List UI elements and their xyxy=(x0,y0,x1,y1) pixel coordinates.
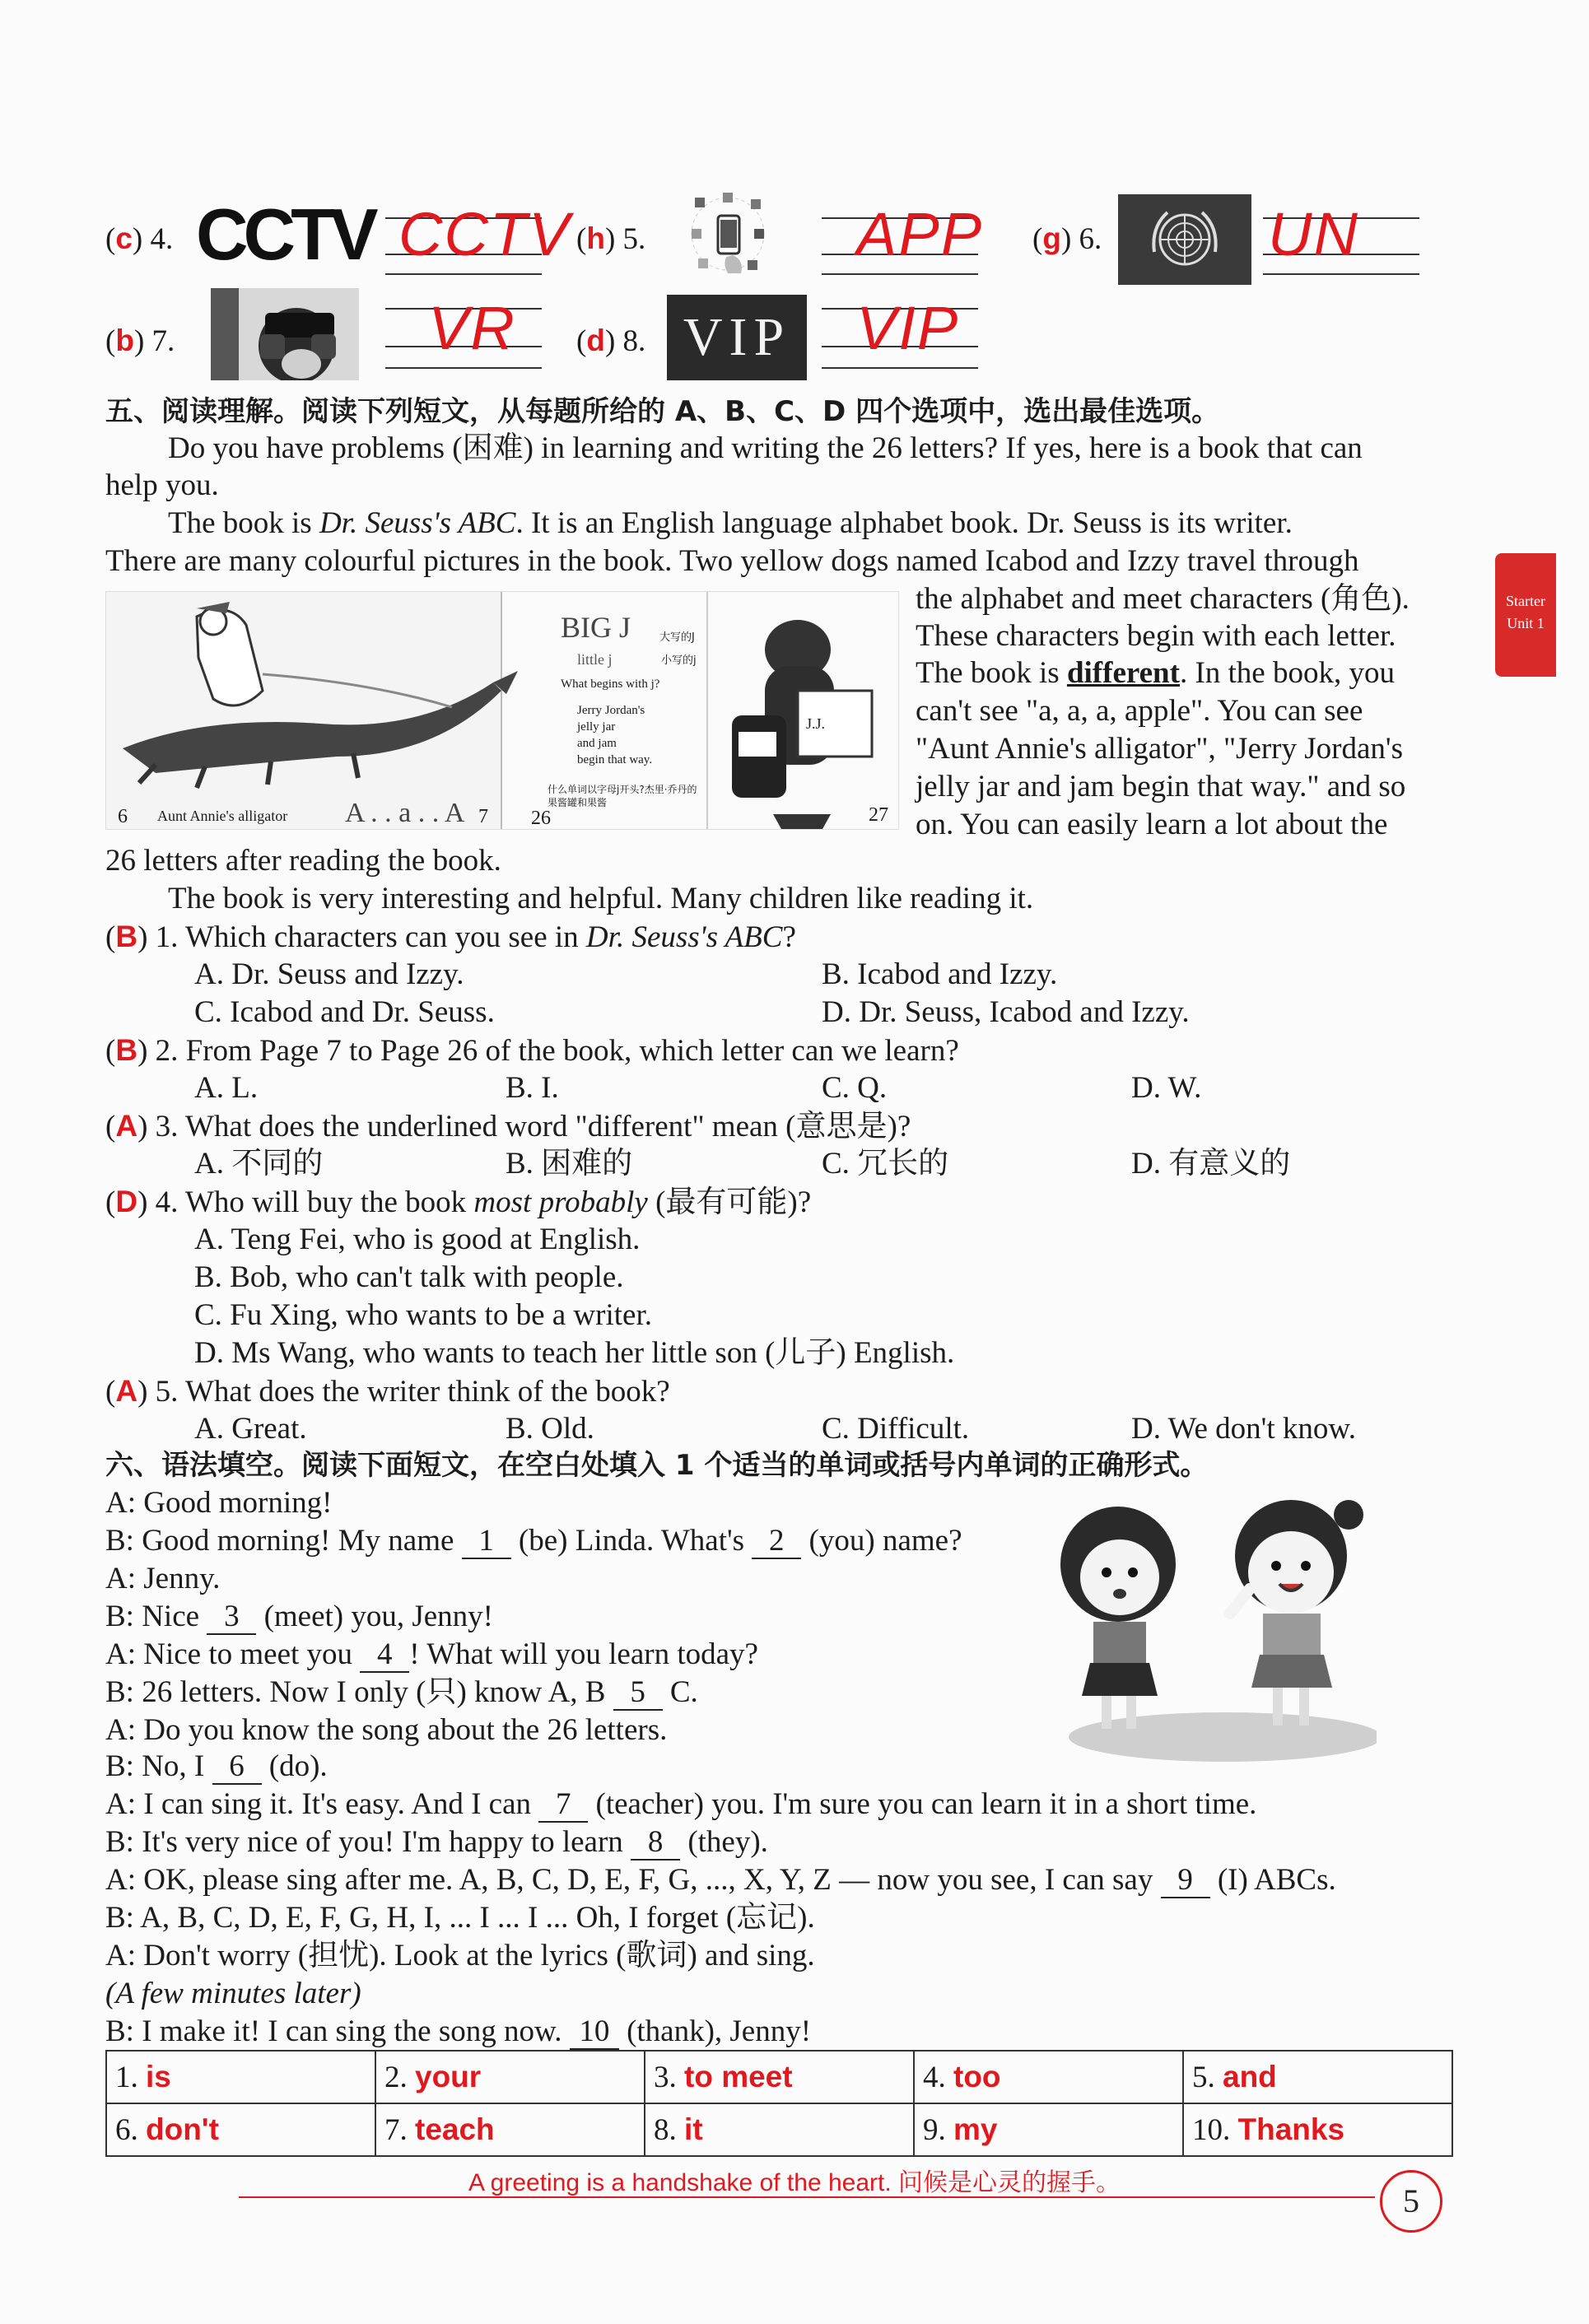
page-number-26: 26 xyxy=(531,808,551,829)
blank-slot: 3 xyxy=(207,1600,256,1635)
dialog-text: (thank), Jenny! xyxy=(618,2014,812,2048)
blank-slot: 8 xyxy=(631,1826,680,1861)
answer-cell-value: is xyxy=(146,2059,171,2093)
dialog-text: B: A, B, C, D, E, F, G, H, I, ... I ... I ... Oh, I forget (忘记). xyxy=(105,1901,815,1935)
dialog-text: A: OK, please sing after me. A, B, C, D, E, F, G, ..., X, Y, Z — now you see, I can say xyxy=(105,1863,1161,1897)
answer-cell xyxy=(1183,2103,1452,2156)
dialog-text: B: No, I xyxy=(105,1749,212,1783)
answer-cell xyxy=(645,2103,914,2156)
answer-cell-number: 4. xyxy=(923,2060,946,2094)
option-c: C. Icabod and Dr. Seuss. xyxy=(194,995,495,1029)
dialog-text: (you) name? xyxy=(801,1524,962,1558)
answer-cell-value: and xyxy=(1223,2059,1277,2093)
underlined-word-different: different xyxy=(1066,656,1180,690)
answer-line xyxy=(1263,273,1419,275)
section6-heading: 六、语法填空。阅读下面短文，在空白处填入 1 个适当的单词或括号内单词的正确形式。 xyxy=(105,1449,1209,1482)
dialog-line xyxy=(105,1824,768,1861)
option-c: C. 冗长的 xyxy=(822,1147,949,1181)
dialog-line xyxy=(105,1674,698,1711)
option-b: B. 困难的 xyxy=(506,1147,633,1181)
dialog-text: B: 26 letters. Now I only (只) know A, B xyxy=(105,1675,613,1709)
section5-heading: 五、阅读理解。阅读下列短文，从每题所给的 A、B、C、D 四个选项中，选出最佳选项。 xyxy=(105,395,1220,428)
passage-line: on. You can easily learn a lot about the xyxy=(916,808,1388,841)
answer-cell-number: 10. xyxy=(1192,2112,1231,2147)
dialog-text: (they). xyxy=(680,1825,768,1859)
book-big-j: BIG J xyxy=(561,611,631,644)
dialog-line xyxy=(105,1523,962,1559)
dialog-text: (I) ABCs. xyxy=(1209,1863,1336,1897)
book-caption-alligator: Aunt Annie's alligator xyxy=(157,808,288,824)
option-d: D. W. xyxy=(1131,1071,1202,1105)
two-girls-illustration xyxy=(1044,1490,1377,1762)
answer-line xyxy=(822,273,978,275)
book-little-j: little j xyxy=(577,651,613,668)
option-b: B. I. xyxy=(506,1071,559,1105)
passage-line: "Aunt Annie's alligator", "Jerry Jordan's xyxy=(916,732,1403,766)
item-5-label: (h) 5. xyxy=(576,221,646,256)
dialog-text: A: I can sing it. It's easy. And I can xyxy=(105,1787,539,1821)
dialog-line xyxy=(105,1900,815,1936)
page-number-7: 7 xyxy=(478,806,488,827)
dialog-text: A: Jenny. xyxy=(105,1562,221,1595)
answer-line xyxy=(822,367,978,369)
answer-cell xyxy=(375,2051,645,2103)
answer-cell xyxy=(106,2051,375,2103)
dialog-text: (be) Linda. What's xyxy=(510,1524,753,1558)
dialog-line xyxy=(105,1599,493,1635)
answer-cell-number: 2. xyxy=(384,2060,408,2094)
page-number-27: 27 xyxy=(869,804,888,826)
passage-line: The book is very interesting and helpful. Many children like reading it. xyxy=(168,882,1034,915)
blank-slot: 7 xyxy=(538,1788,588,1823)
answer-cell-number: 9. xyxy=(923,2112,946,2147)
answer-table xyxy=(105,2050,1453,2157)
dialog-text: (teacher) you. I'm sure you can learn it in a short time. xyxy=(588,1787,1257,1821)
option-d: D. Ms Wang, who wants to teach her little son (儿子) English. xyxy=(194,1336,955,1370)
book-letters-a: A . . a . . A xyxy=(345,798,465,828)
blank-slot: 10 xyxy=(570,2015,619,2050)
dialog-text: A: Good morning! xyxy=(105,1486,333,1520)
answer-cell xyxy=(1183,2051,1452,2103)
option-a: A. Dr. Seuss and Izzy. xyxy=(194,957,464,991)
answer-cell-value: don't xyxy=(146,2112,219,2146)
answer-vip: VIP xyxy=(856,294,960,362)
app-phone-icon xyxy=(690,191,766,277)
option-b: B. Old. xyxy=(506,1412,594,1446)
passage-line: the alphabet and meet characters (角色). xyxy=(916,582,1410,616)
blank-slot: 9 xyxy=(1161,1864,1210,1898)
page-number: 5 xyxy=(1380,2170,1442,2233)
passage-line: jelly jar and jam begin that way." and so xyxy=(916,770,1406,803)
option-d: D. We don't know. xyxy=(1131,1412,1356,1446)
answer-cell-value: teach xyxy=(415,2112,495,2146)
dialog-text: B: I make it! I can sing the song now. xyxy=(105,2014,570,2048)
book-big-j-cn: 大写的J xyxy=(659,631,695,644)
answer-table-row xyxy=(106,2051,1452,2103)
dialog-text: (A few minutes later) xyxy=(105,1977,361,2010)
option-c: C. Q. xyxy=(822,1071,888,1105)
blank-slot: 1 xyxy=(462,1525,511,1559)
answer-cell-value: Thanks xyxy=(1237,2112,1345,2146)
dialog-line xyxy=(105,1637,758,1673)
dialog-line xyxy=(105,2014,811,2050)
item-4-label: (c) 4. xyxy=(105,221,174,256)
answer-cell xyxy=(375,2103,645,2156)
option-a: A. Teng Fei, who is good at English. xyxy=(194,1223,641,1256)
passage-line: Do you have problems (困难) in learning and writing the 26 letters? If yes, here is a book that can xyxy=(168,431,1363,465)
item-6-label: (g) 6. xyxy=(1032,221,1102,256)
dialog-line xyxy=(105,1786,1256,1823)
option-b: B. Bob, who can't talk with people. xyxy=(194,1260,624,1294)
answer-line xyxy=(385,273,542,275)
answer-cell-number: 8. xyxy=(654,2112,677,2147)
option-d: D. Dr. Seuss, Icabod and Izzy. xyxy=(822,995,1190,1029)
blank-slot: 5 xyxy=(613,1676,663,1711)
page-number-6: 6 xyxy=(118,806,128,827)
book-jerry-text: Jerry Jordan's jelly jar and jam begin that way. xyxy=(577,704,653,766)
answer-table-row xyxy=(106,2103,1452,2156)
answer-cell-number: 1. xyxy=(115,2060,138,2094)
dialog-text: A: Don't worry (担忧). Look at the lyrics (歌词) and sing. xyxy=(105,1939,815,1972)
footer-rule xyxy=(239,2196,1375,2198)
book-jar-label: J.J. xyxy=(806,715,826,732)
item-8-label: (d) 8. xyxy=(576,324,646,358)
answer-vr: VR xyxy=(428,294,516,362)
book-little-j-cn: 小写的j xyxy=(661,654,697,667)
passage-line: 26 letters after reading the book. xyxy=(105,844,501,878)
dialog-line xyxy=(105,1938,815,1974)
dialog-line xyxy=(105,1862,1336,1898)
option-c: C. Difficult. xyxy=(822,1412,970,1446)
answer-cell-value: to meet xyxy=(684,2059,793,2093)
blank-slot: 2 xyxy=(752,1525,801,1559)
vr-headset-photo xyxy=(211,288,359,380)
passage-line: The book is different. In the book, you xyxy=(916,656,1395,690)
answer-un: UN xyxy=(1268,200,1359,268)
dialog-text: (do). xyxy=(261,1749,328,1783)
book-cn-caption: 什么单词以字母j开头?杰里·乔丹的果酱罐和果酱 xyxy=(548,784,697,808)
un-emblem-icon xyxy=(1118,194,1251,285)
answer-cell-value: my xyxy=(953,2112,998,2146)
answer-cell-number: 7. xyxy=(384,2112,408,2147)
answer-app: APP xyxy=(856,200,984,268)
answer-cell-number: 6. xyxy=(115,2112,138,2147)
item-7-label: (b) 7. xyxy=(105,324,175,358)
dialog-line xyxy=(105,1976,361,2012)
side-tab-starter-unit1: Starter Unit 1 xyxy=(1495,553,1556,677)
option-a: A. L. xyxy=(194,1071,259,1105)
answer-cell-number: 3. xyxy=(654,2060,677,2094)
passage-line: help you. xyxy=(105,468,219,502)
option-d: D. 有意义的 xyxy=(1131,1147,1291,1181)
dialog-text: B: It's very nice of you! I'm happy to learn xyxy=(105,1825,631,1859)
dialog-line xyxy=(105,1712,667,1749)
dialog-line xyxy=(105,1485,332,1521)
cctv-logo: CCTV xyxy=(196,193,374,275)
answer-cctv: CCTV xyxy=(398,200,571,268)
blank-slot: 4 xyxy=(360,1638,409,1673)
answer-cell-value: it xyxy=(684,2112,703,2146)
answer-line xyxy=(385,367,542,369)
dialog-text: B: Good morning! My name xyxy=(105,1524,462,1558)
book-what-begins: What begins with j? xyxy=(561,678,660,691)
answer-cell xyxy=(106,2103,375,2156)
dialog-text: A: Do you know the song about the 26 letters. xyxy=(105,1713,668,1747)
option-b: B. Icabod and Izzy. xyxy=(822,957,1058,991)
option-a: A. 不同的 xyxy=(194,1147,324,1181)
answer-cell-value: too xyxy=(953,2059,1001,2093)
answer-cell xyxy=(914,2103,1183,2156)
passage-line: There are many colourful pictures in the book. Two yellow dogs named Icabod and Izzy travel through xyxy=(105,544,1359,578)
answer-cell-value: your xyxy=(415,2059,482,2093)
vip-logo: VIP xyxy=(667,295,807,380)
dialog-text: C. xyxy=(662,1675,698,1709)
blank-slot: 6 xyxy=(212,1750,262,1785)
option-c: C. Fu Xing, who wants to be a writer. xyxy=(194,1298,652,1332)
answer-cell xyxy=(645,2051,914,2103)
dialog-line xyxy=(105,1561,220,1597)
dialog-text: B: Nice xyxy=(105,1600,207,1633)
answer-cell-number: 5. xyxy=(1192,2060,1215,2094)
dialog-text: ! What will you learn today? xyxy=(409,1637,758,1671)
book-illustration xyxy=(105,591,899,830)
book-pages-drawing xyxy=(106,592,898,829)
passage-line: can't see "a, a, a, apple". You can see xyxy=(916,694,1363,728)
dialog-text: A: Nice to meet you xyxy=(105,1637,361,1671)
answer-cell xyxy=(914,2051,1183,2103)
passage-line: The book is Dr. Seuss's ABC. It is an English language alphabet book. Dr. Seuss is its writer. xyxy=(168,506,1293,540)
dialog-line xyxy=(105,1749,328,1785)
footer-motto: A greeting is a handshake of the heart. 问候是心灵的握手。 xyxy=(468,2169,1121,2196)
option-a: A. Great. xyxy=(194,1412,307,1446)
dialog-text: (meet) you, Jenny! xyxy=(256,1600,494,1633)
passage-line: These characters begin with each letter. xyxy=(916,619,1396,653)
